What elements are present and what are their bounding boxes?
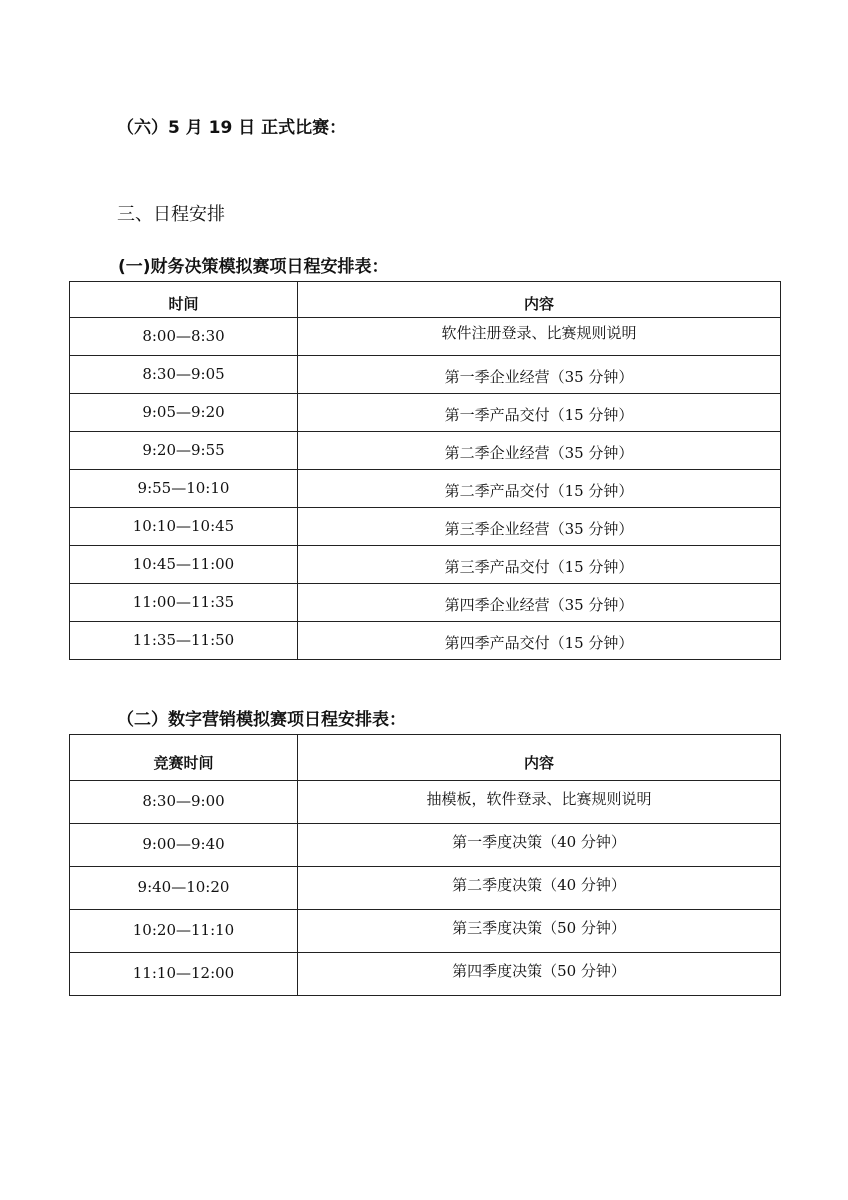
content-cell: 软件注册登录、比赛规则说明 [298, 318, 781, 356]
header-content: 内容 [298, 282, 781, 318]
table-row [70, 622, 781, 660]
section-heading-formal-competition: （六）5 月 19 日 正式比赛： [117, 118, 347, 138]
time-cell: 9:40—10:20 [70, 867, 298, 910]
time-cell: 8:00—8:30 [70, 318, 298, 356]
content-cell: 第四季度决策（50 分钟） [298, 953, 781, 996]
content-cell: 第二季企业经营（35 分钟） [298, 432, 781, 470]
section-heading-schedule: 三、日程安排 [117, 204, 225, 225]
time-cell: 8:30—9:00 [70, 781, 298, 824]
header-competition-time: 竞赛时间 [70, 735, 298, 781]
time-cell: 11:00—11:35 [70, 584, 298, 622]
content-cell: 第一季度决策（40 分钟） [298, 824, 781, 867]
table-row [70, 318, 781, 356]
table-row [70, 470, 781, 508]
content-cell: 第四季产品交付（15 分钟） [298, 622, 781, 660]
content-cell: 抽模板，软件登录、比赛规则说明 [298, 781, 781, 824]
table-row [70, 824, 781, 867]
table1-caption: (一)财务决策模拟赛项日程安排表： [118, 257, 389, 277]
content-cell: 第三季度决策（50 分钟） [298, 910, 781, 953]
table-row [70, 910, 781, 953]
table-row [70, 432, 781, 470]
header-content: 内容 [298, 735, 781, 781]
time-cell: 10:20—11:10 [70, 910, 298, 953]
header-time: 时间 [70, 282, 298, 318]
financial-decision-schedule-table [69, 281, 781, 660]
content-cell: 第三季产品交付（15 分钟） [298, 546, 781, 584]
table-row [70, 584, 781, 622]
content-cell: 第二季产品交付（15 分钟） [298, 470, 781, 508]
content-cell: 第二季度决策（40 分钟） [298, 867, 781, 910]
table-header-row [70, 282, 781, 318]
time-cell: 11:10—12:00 [70, 953, 298, 996]
table-row [70, 867, 781, 910]
time-cell: 10:45—11:00 [70, 546, 298, 584]
time-cell: 9:20—9:55 [70, 432, 298, 470]
time-cell: 10:10—10:45 [70, 508, 298, 546]
digital-marketing-schedule-table [69, 734, 781, 996]
time-cell: 9:05—9:20 [70, 394, 298, 432]
content-cell: 第三季企业经营（35 分钟） [298, 508, 781, 546]
time-cell: 9:55—10:10 [70, 470, 298, 508]
time-cell: 8:30—9:05 [70, 356, 298, 394]
table-row [70, 508, 781, 546]
table2-caption: （二）数字营销模拟赛项日程安排表： [117, 710, 406, 730]
table-row [70, 394, 781, 432]
table-row [70, 356, 781, 394]
table-header-row [70, 735, 781, 781]
content-cell: 第一季企业经营（35 分钟） [298, 356, 781, 394]
table-row [70, 546, 781, 584]
time-cell: 9:00—9:40 [70, 824, 298, 867]
table-row [70, 953, 781, 996]
time-cell: 11:35—11:50 [70, 622, 298, 660]
content-cell: 第四季企业经营（35 分钟） [298, 584, 781, 622]
content-cell: 第一季产品交付（15 分钟） [298, 394, 781, 432]
table-row [70, 781, 781, 824]
